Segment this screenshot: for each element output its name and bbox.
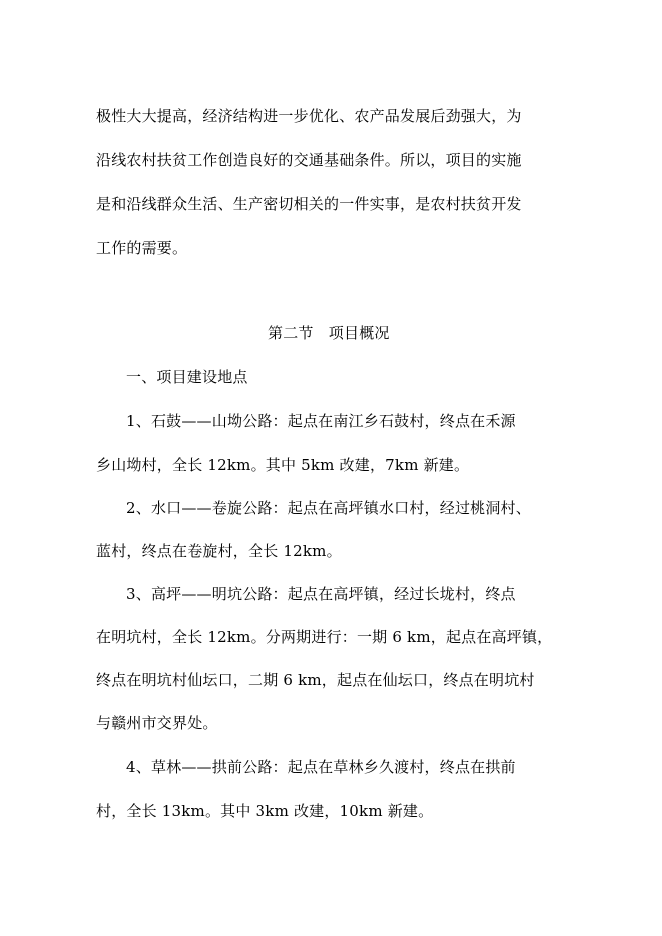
subsection-title: 一、项目建设地点 [126,368,248,386]
paragraph-line: 是和沿线群众生活、生产密切相关的一件实事，是农村扶贫开发 [96,195,522,213]
paragraph-line: 极性大大提高，经济结构进一步优化、农产品发展后劲强大，为 [96,107,522,125]
paragraph-line: 沿线农村扶贫工作创造良好的交通基础条件。所以，项目的实施 [96,151,522,169]
list-item-line: 4、草林——拱前公路：起点在草林乡久渡村，终点在拱前 [126,758,516,776]
section-title: 第二节 项目概况 [268,324,390,342]
list-item-line: 蓝村，终点在卷旋村，全长 12km。 [96,542,342,560]
list-item-line: 1、石鼓——山坳公路：起点在南江乡石鼓村，终点在禾源 [126,412,516,430]
list-item-line: 村，全长 13km。其中 3km 改建，10km 新建。 [96,802,434,820]
list-item-line: 2、水口——卷旋公路：起点在高坪镇水口村，经过桃洞村、 [126,499,531,517]
paragraph-line: 工作的需要。 [96,239,188,257]
list-item-line: 与赣州市交界处。 [96,714,218,732]
list-item-line: 在明坑村，全长 12km。分两期进行：一期 6 km，起点在高坪镇， [96,628,553,646]
list-item-line: 乡山坳村，全长 12km。其中 5km 改建，7km 新建。 [96,456,470,474]
list-item-line: 终点在明坑村仙坛口，二期 6 km，起点在仙坛口，终点在明坑村 [96,671,535,689]
list-item-line: 3、高坪——明坑公路：起点在高坪镇，经过长垅村，终点 [126,585,516,603]
